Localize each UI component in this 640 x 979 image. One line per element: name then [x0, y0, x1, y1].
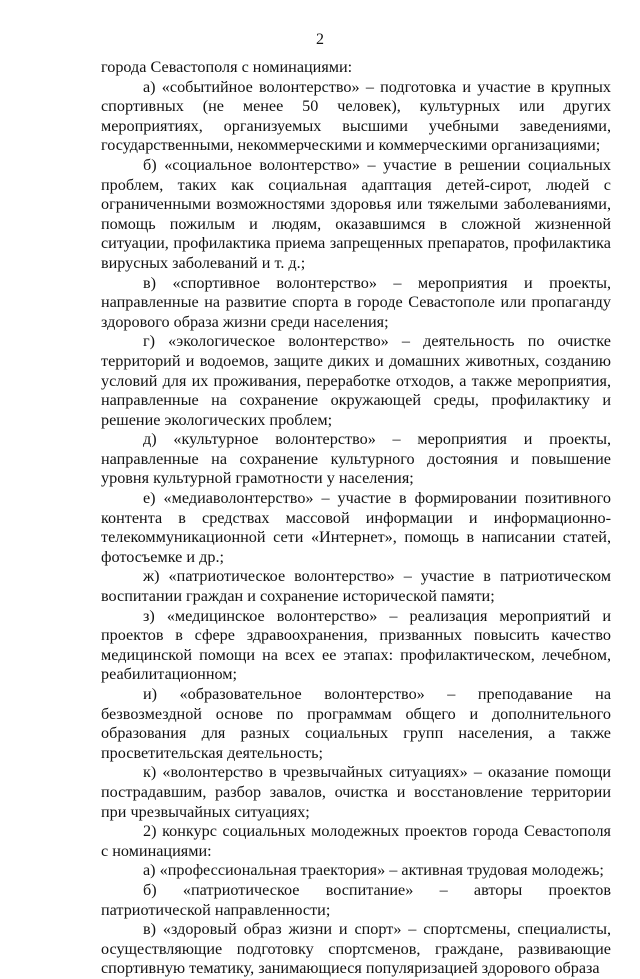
paragraph: а) «событийное волонтерство» – подготовка и участие в крупных спортивных (не менее 50 человек), культурных или других мероприятиях, организуемых высшими учебными заведениями, государственными, некоммерческими и коммерческими организациями;: [101, 77, 611, 155]
paragraph: б) «патриотическое воспитание» – авторы проектов патриотической направленности;: [101, 880, 611, 919]
paragraph: з) «медицинское волонтерство» – реализация мероприятий и проектов в сфере здравоохранения, призванных повысить качество медицинской помощи на всех ее этапах: профилактическом, лечебном, реабилитационном;: [101, 606, 611, 684]
paragraph: и) «образовательное волонтерство» – преподавание на безвозмездной основе по программам общего и дополнительного образования для разных социальных групп населения, а также просветительская деятельность;: [101, 685, 611, 762]
paragraph: в) «спортивное волонтерство» – мероприятия и проекты, направленные на развитие спорта в городе Севастополе или пропаганду здорового образа жизни среди населения;: [101, 273, 611, 331]
paragraph: б) «социальное волонтерство» – участие в решении социальных проблем, таких как социальная адаптация детей-сирот, людей с ограниченными возможностями здоровья или тяжелыми заболеваниями, помощь пожилым и людям, оказавшимся в сложной жизненной ситуации, профилактика приема запрещенных препаратов, профилактика вирусных заболеваний и т. д.;: [101, 155, 611, 272]
paragraph: ж) «патриотическое волонтерство» – участие в патриотическом воспитании граждан и сохранение исторической памяти;: [101, 567, 611, 606]
paragraph: к) «волонтерство в чрезвычайных ситуациях» – оказание помощи пострадавшим, разбор завалов, очистка и восстановление территории при чрезвычайных ситуациях;: [101, 763, 611, 821]
paragraph: г) «экологическое волонтерство» – деятельность по очистке территорий и водоемов, защите диких и домашних животных, созданию условий для их проживания, переработке отходов, а также мероприятия, направленные на сохранение окружающей среды, профилактику и решение экологических проблем;: [101, 332, 611, 429]
paragraph: а) «профессиональная траектория» – активная трудовая молодежь;: [143, 861, 604, 880]
paragraph: 2) конкурс социальных молодежных проектов города Севастополя с номинациями:: [101, 822, 611, 860]
document-body: [101, 58, 611, 979]
paragraph: города Севастополя с номинациями:: [101, 58, 353, 76]
paragraph: е) «медиаволонтерство» – участие в формировании позитивного контента в средствах массовой информации и информационно-телекоммуникационной сети «Интернет», помощь в написании статей, фотосъемке и др.;: [101, 489, 611, 566]
paragraph: в) «здоровый образ жизни и спорт» – спортсмены, специалисты, осуществляющие подготовку спортсменов, граждане, развивающие спортивную тематику, занимающиеся популяризацией здорового образа: [101, 920, 611, 978]
page-number: 2: [316, 31, 324, 48]
paragraph: д) «культурное волонтерство» – мероприятия и проекты, направленные на сохранение культурного достояния и повышение уровня культурной грамотности у населения;: [101, 430, 611, 488]
